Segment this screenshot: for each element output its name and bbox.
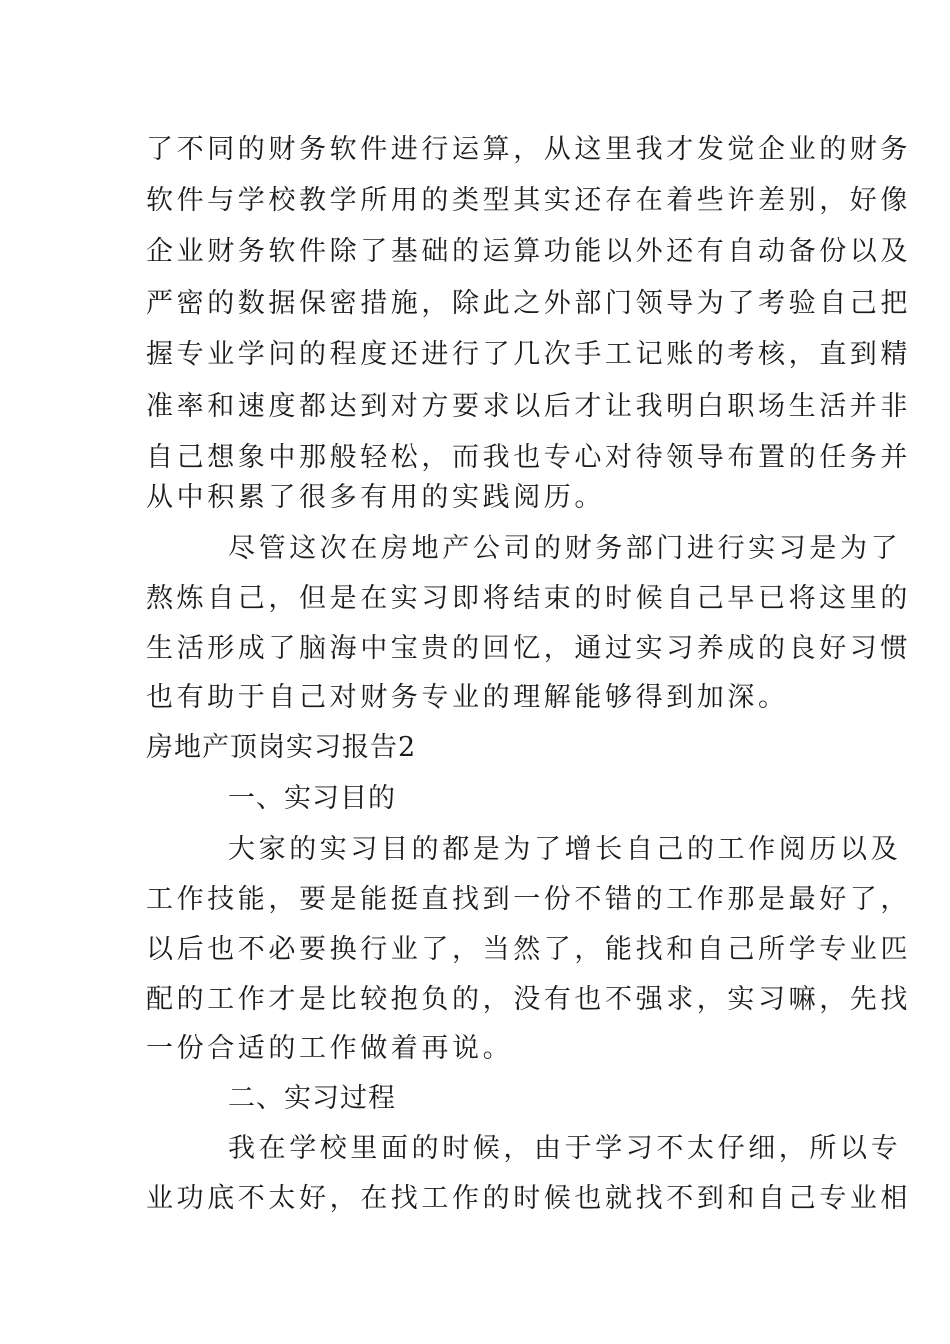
paragraph-line: 以后也不必要换行业了，当然了，能找和自己所学专业匹	[146, 934, 911, 965]
paragraph-line: 大家的实习目的都是为了增长自己的工作阅历以及	[228, 834, 902, 865]
paragraph-line: 工作技能，要是能挺直找到一份不错的工作那是最好了，	[146, 884, 911, 915]
paragraph-line: 我在学校里面的时候，由于学习不太仔细，所以专	[228, 1133, 902, 1164]
paragraph-line: 企业财务软件除了基础的运算功能以外还有自动备份以及	[146, 236, 911, 267]
paragraph-line: 配的工作才是比较抱负的，没有也不强求，实习嘛，先找	[146, 984, 911, 1015]
paragraph-line: 握专业学问的程度还进行了几次手工记账的考核，直到精	[146, 339, 911, 370]
paragraph-line: 熬炼自己，但是在实习即将结束的时候自己早已将这里的	[146, 583, 911, 614]
paragraph-line: 了不同的财务软件进行运算，从这里我才发觉企业的财务	[146, 134, 911, 165]
paragraph-line: 准率和速度都达到对方要求以后才让我明白职场生活并非	[146, 391, 911, 422]
paragraph-line: 业功底不太好，在找工作的时候也就找不到和自己专业相	[146, 1183, 911, 1214]
paragraph-line: 软件与学校教学所用的类型其实还存在着些许差别，好像	[146, 185, 911, 216]
paragraph-line: 生活形成了脑海中宝贵的回忆，通过实习养成的良好习惯	[146, 633, 911, 664]
report-title: 房地产顶岗实习报告2	[146, 732, 417, 763]
paragraph-line: 尽管这次在房地产公司的财务部门进行实习是为了	[228, 533, 902, 564]
paragraph-line: 严密的数据保密措施，除此之外部门领导为了考验自己把	[146, 288, 911, 319]
paragraph-line: 自己想象中那般轻松，而我也专心对待领导布置的任务并	[146, 442, 911, 473]
paragraph-line: 也有助于自己对财务专业的理解能够得到加深。	[146, 682, 789, 713]
section-heading: 二、实习过程	[228, 1083, 396, 1114]
section-heading: 一、实习目的	[228, 783, 396, 814]
paragraph-line: 一份合适的工作做着再说。	[146, 1033, 514, 1064]
paragraph-line: 从中积累了很多有用的实践阅历。	[146, 482, 605, 513]
